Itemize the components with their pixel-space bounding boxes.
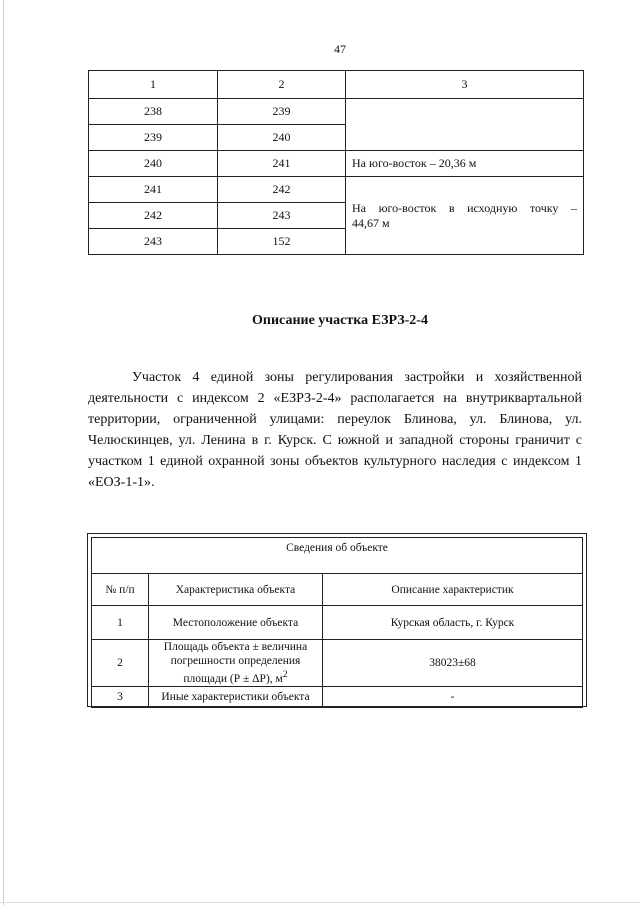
- characteristic-value: Курская область, г. Курск: [323, 606, 583, 640]
- column-header: Описание характеристик: [323, 574, 583, 606]
- table-row: [89, 177, 584, 203]
- point-from: 239: [89, 125, 218, 151]
- point-from: 240: [89, 151, 218, 177]
- point-to: 239: [218, 99, 346, 125]
- point-from: 241: [89, 177, 218, 203]
- characteristic-value: -: [323, 687, 583, 708]
- table-row: [89, 99, 584, 125]
- direction-cell: [346, 99, 584, 151]
- point-from: 238: [89, 99, 218, 125]
- column-header: 1: [89, 71, 218, 99]
- object-info-frame: [87, 533, 587, 707]
- characteristic-text: Площадь объекта ± величина погрешности определения площади (Р ± ΔР), м: [163, 641, 308, 685]
- column-header: № п/п: [92, 574, 149, 606]
- point-to: 152: [218, 229, 346, 255]
- page-number: 47: [334, 42, 346, 56]
- scan-bottom-edge: [0, 902, 640, 903]
- table-row: [89, 151, 584, 177]
- scan-left-edge: [3, 0, 4, 905]
- characteristic-value: 38023±68: [323, 640, 583, 687]
- column-header: 2: [218, 71, 346, 99]
- object-info-table: [91, 537, 583, 708]
- table-row: [92, 640, 583, 687]
- characteristic: Иные характеристики объекта: [149, 687, 323, 708]
- superscript: 2: [282, 669, 288, 681]
- boundary-table: [88, 70, 584, 255]
- table-header-row: [92, 574, 583, 606]
- characteristic: [149, 640, 323, 687]
- direction-line: На юго-восток в исходную точку –: [352, 200, 577, 215]
- point-from: 242: [89, 203, 218, 229]
- row-number: 1: [92, 606, 149, 640]
- direction-cell: [346, 177, 584, 255]
- description-paragraph: [88, 367, 582, 493]
- paragraph-text: Участок 4 единой зоны регулирования застройки и хозяйственной деятельности с индексом 2 «ЕЗРЗ-2-4» располагается на внутриквартальной территории, ограниченной улицами: переулок Блинова, ул. Блинова, ул. Челюскинцев, ул. Ленина в г. Курск. С южной и западной стороны граничит с участком 1 единой охранной зоны объектов культурного наследия с индексом 1 «ЕОЗ-1-1».: [88, 370, 582, 490]
- table-caption-row: [92, 538, 583, 574]
- point-to: 242: [218, 177, 346, 203]
- point-from: 243: [89, 229, 218, 255]
- table-row: [92, 687, 583, 708]
- point-to: 240: [218, 125, 346, 151]
- table-row: [92, 606, 583, 640]
- direction-line: 44,67 м: [352, 215, 390, 230]
- table-header-row: [89, 71, 584, 99]
- column-header: Характеристика объекта: [149, 574, 323, 606]
- column-header: 3: [346, 71, 584, 99]
- characteristic: Местоположение объекта: [149, 606, 323, 640]
- table-caption: Сведения об объекте: [92, 538, 583, 574]
- point-to: 241: [218, 151, 346, 177]
- row-number: 3: [92, 687, 149, 708]
- direction-cell: На юго-восток – 20,36 м: [346, 151, 584, 177]
- row-number: 2: [92, 640, 149, 687]
- section-title: Описание участка ЕЗРЗ-2-4: [252, 313, 428, 328]
- point-to: 243: [218, 203, 346, 229]
